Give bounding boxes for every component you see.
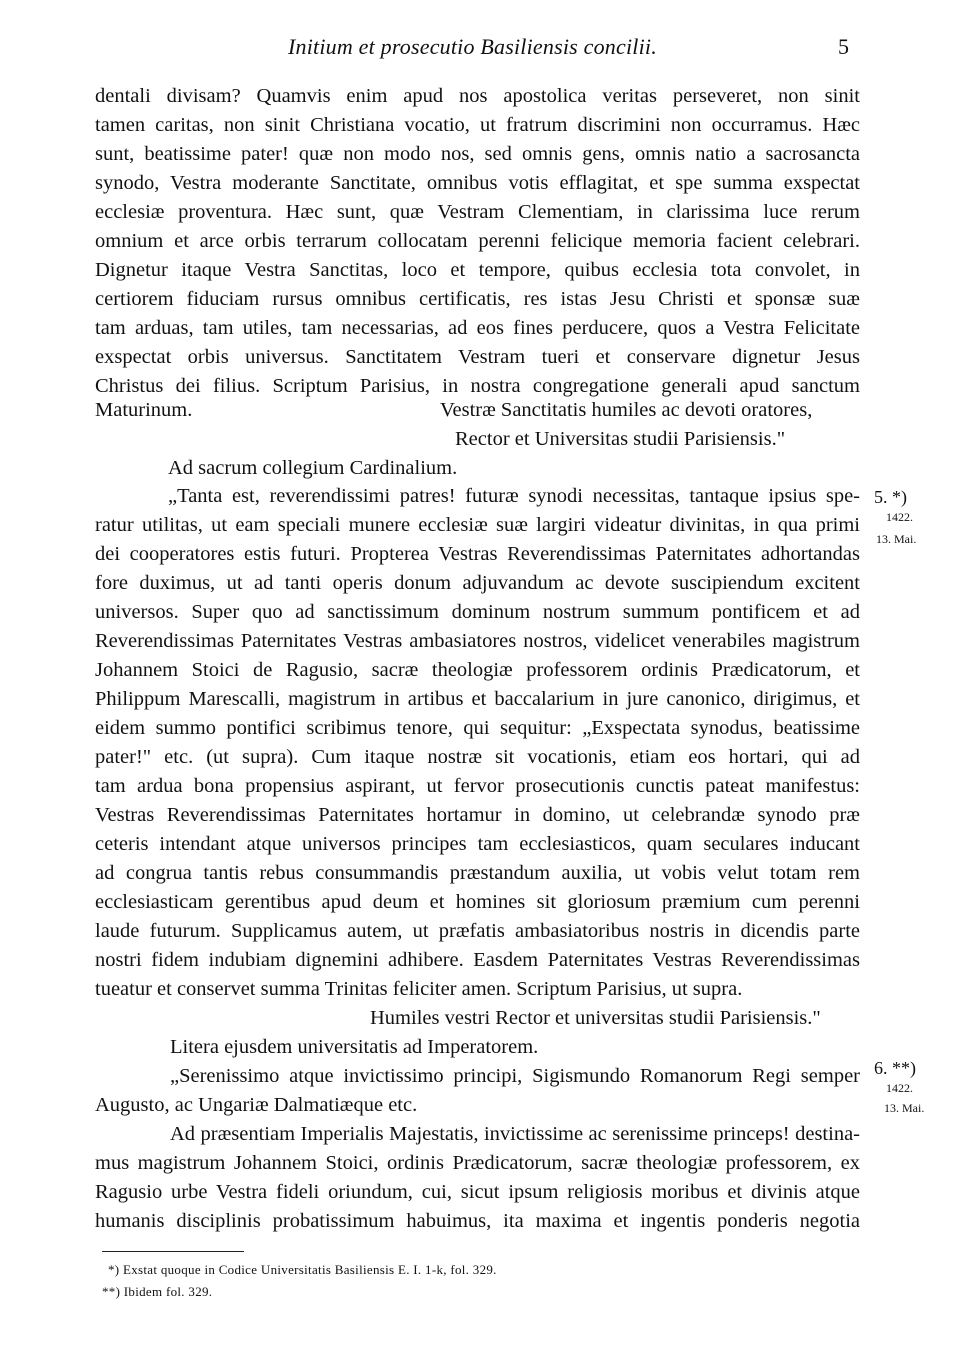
- text-line: tam arduas, tam utiles, tam necessarias, ad eos fines perducere, quos a Vestra Felicitate: [95, 317, 860, 339]
- section-heading: Litera ejusdem universitatis ad Imperatorem.: [170, 1036, 539, 1058]
- text-line: humanis disciplinis probatissimum habuimus, ita maxima et ingentis ponderis negotia: [95, 1210, 860, 1232]
- margin-note-date: 13. Mai.: [876, 532, 917, 546]
- margin-note-year: 1422.: [886, 1081, 913, 1095]
- text-line: Christus dei filius. Scriptum Parisius, in nostra congregatione generali apud sanctum: [95, 375, 860, 397]
- signature-line: Humiles vestri Rector et universitas studii Parisiensis.": [370, 1007, 821, 1029]
- margin-note-number: 5. *): [874, 487, 907, 507]
- text-line: exspectat orbis universus. Sanctitatem Vestram tueri et conservare dignetur Jesus: [95, 346, 860, 368]
- text-line: Vestras Reverendissimas Paternitates hortamur in domino, ut celebrandæ synodo præ: [95, 804, 860, 826]
- margin-note-date: 13. Mai.: [884, 1101, 925, 1115]
- footnote: **) Ibidem fol. 329.: [102, 1284, 213, 1299]
- text-line: universos. Super quo ad sanctissimum dominum nostrum summum pontificem et ad: [95, 601, 860, 623]
- running-header: [0, 34, 960, 64]
- running-title: Initium et prosecutio Basiliensis concilii.: [288, 34, 657, 59]
- text-line: ad congrua tantis rebus consummandis præstandum auxilia, ut vobis velut totam rem: [95, 862, 860, 884]
- signature-line: Vestræ Sanctitatis humiles ac devoti oratores,: [440, 399, 813, 421]
- text-line: Philippum Marescalli, magistrum in artibus et baccalarium in jure canonico, dirigimus, et: [95, 688, 860, 710]
- text-line: „Tanta est, reverendissimi patres! futuræ synodi necessitas, tantaque ipsius spe-: [168, 485, 860, 507]
- text-line: Maturinum.: [95, 399, 193, 421]
- text-line: fore duximus, ut ad tanti operis donum adjuvandum ac devote suscipiendum excitent: [95, 572, 860, 594]
- text-line: Reverendissimas Paternitates Vestras ambasiatores nostros, videlicet venerabiles magistrum: [95, 630, 860, 652]
- text-line: Augusto, ac Ungariæ Dalmatiæque etc.: [95, 1094, 418, 1116]
- text-line: eidem summo pontifici scribimus tenore, qui sequitur: „Exspectata synodus, beatissime: [95, 717, 860, 739]
- text-line: pater!" etc. (ut supra). Cum itaque nostræ sit vocationis, etiam eos hortari, qui ad: [95, 746, 860, 768]
- text-line: Ad præsentiam Imperialis Majestatis, invictissime ac serenissime princeps! destina-: [170, 1123, 860, 1145]
- footnote-rule: [102, 1251, 244, 1252]
- text-line: tueatur et conservet summa Trinitas feliciter amen. Scriptum Parisius, ut supra.: [95, 978, 743, 1000]
- text-line: dentali divisam? Quamvis enim apud nos apostolica veritas perseveret, non sinit: [95, 85, 860, 107]
- text-line: laude futurum. Supplicamus autem, ut præfatis ambasiatoribus nostris in dicendis parte: [95, 920, 860, 942]
- margin-note-number: 6. **): [874, 1058, 916, 1078]
- text-line: ecclesiæ proventura. Hæc sunt, quæ Vestram Clementiam, in clarissima luce rerum: [95, 201, 860, 223]
- text-line: omnium et arce orbis terrarum collocatam perenni felicique memoria facient celebrari.: [95, 230, 860, 252]
- text-line: ceteris intendant atque universos principes tam ecclesiasticos, quam seculares inducant: [95, 833, 860, 855]
- text-line: nostri fidem indubiam dignemini adhibere. Easdem Paternitates Vestras Reverendissimas: [95, 949, 860, 971]
- text-line: tam ardua bona propensius aspirant, ut fervor prosecutionis cunctis pateat manifestus:: [95, 775, 860, 797]
- text-line: sunt, beatissime pater! quæ non modo nos, sed omnis gens, omnis natio a sacrosancta: [95, 143, 860, 165]
- text-line: ecclesiasticam gerentibus apud deum et homines sit gloriosum præmium cum perenni: [95, 891, 860, 913]
- margin-note-year: 1422.: [886, 510, 913, 524]
- text-line: mus magistrum Johannem Stoici, ordinis Prædicatorum, sacræ theologiæ professorem, ex: [95, 1152, 860, 1174]
- signature-line: Rector et Universitas studii Parisiensis.": [455, 428, 786, 450]
- text-line: synodo, Vestra moderante Sanctitate, omnibus votis efflagitat, et spe summa exspectat: [95, 172, 860, 194]
- text-line: ratur utilitas, ut eam speciali munere ecclesiæ suæ largiri videatur divinitas, in qua primi: [95, 514, 860, 536]
- footnote: *) Exstat quoque in Codice Universitatis Basiliensis E. I. 1-k, fol. 329.: [108, 1262, 497, 1277]
- text-line: Johannem Stoici de Ragusio, sacræ theologiæ professorem ordinis Prædicatorum, et: [95, 659, 860, 681]
- page-number: 5: [838, 34, 849, 59]
- text-line: dei cooperatores estis futuri. Propterea Vestras Reverendissimas Paternitates adhortandas: [95, 543, 860, 565]
- text-line: certiorem fiduciam rursus omnibus certificatis, res istas Jesu Christi et sponsæ suæ: [95, 288, 860, 310]
- text-line: Dignetur itaque Vestra Sanctitas, loco et tempore, quibus ecclesia tota convolet, in: [95, 259, 860, 281]
- text-line: „Serenissimo atque invictissimo principi, Sigismundo Romanorum Regi semper: [170, 1065, 860, 1087]
- section-heading: Ad sacrum collegium Cardinalium.: [168, 457, 458, 479]
- text-line: Ragusio urbe Vestra fideli oriundum, cui, sicut ipsum religiosis moribus et divinis atque: [95, 1181, 860, 1203]
- text-line: tamen caritas, non sinit Christiana vocatio, ut fratrum discrimini non occurramus. Hæc: [95, 114, 860, 136]
